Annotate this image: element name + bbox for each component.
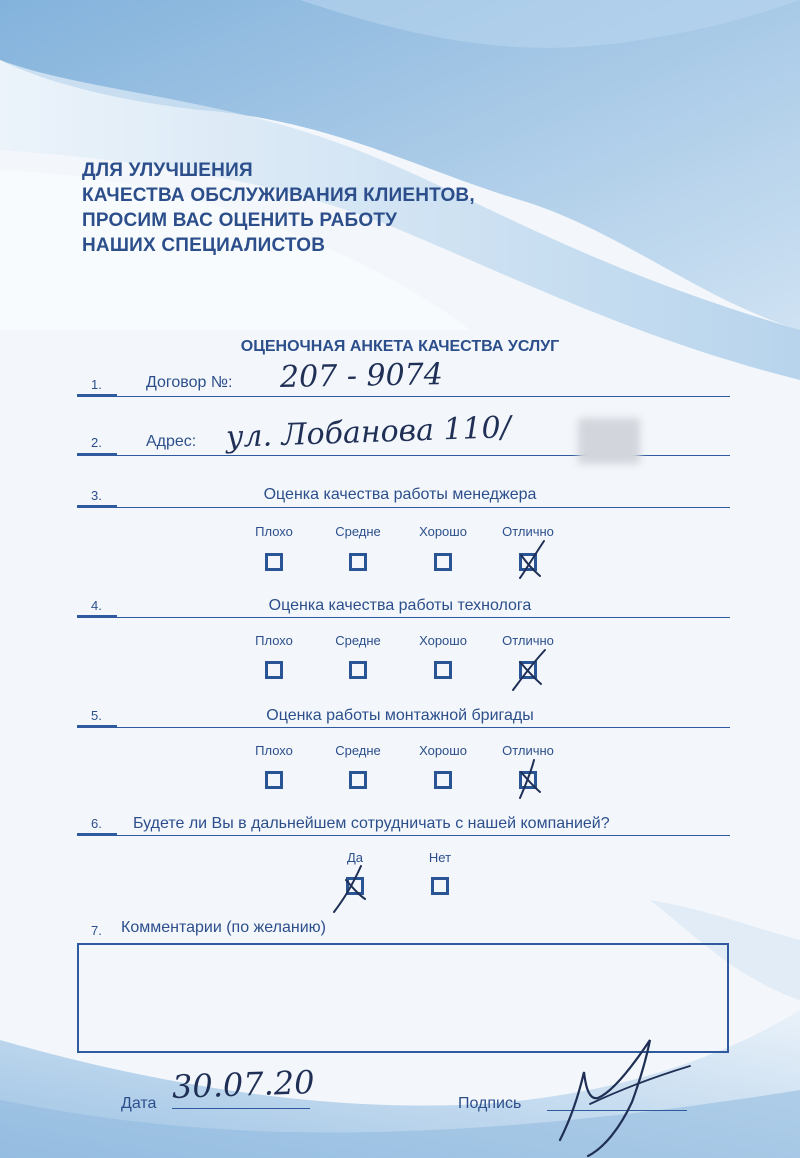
q3-option-excellent-label: Отлично — [502, 524, 554, 539]
q5-option-good-label: Хорошо — [419, 743, 467, 758]
q6-yes-checkmark — [334, 866, 361, 912]
q5-label: Оценка работы монтажной бригады — [266, 707, 534, 724]
header-line-2: КАЧЕСТВА ОБСЛУЖИВАНИЯ КЛИЕНТОВ, — [82, 185, 475, 206]
q2-number: 2. — [91, 435, 102, 450]
q1-label: Договор №: — [146, 374, 233, 391]
q5-option-excellent-label: Отлично — [502, 743, 554, 758]
q5-option-avg-label: Средне — [335, 743, 381, 758]
contract-number-handwritten[interactable]: 207 - 9074 — [279, 357, 444, 395]
q4-option-bad-label: Плохо — [255, 633, 293, 648]
header-line-3: ПРОСИМ ВАС ОЦЕНИТЬ РАБОТУ — [82, 210, 398, 231]
date-handwritten[interactable]: 30.07.20 — [171, 1063, 316, 1106]
signature-stroke — [590, 1066, 690, 1104]
signature-label: Подпись — [458, 1095, 522, 1112]
q6-label: Будете ли Вы в дальнейшем сотрудничать с нашей компанией? — [133, 815, 610, 832]
q3-option-avg-label: Средне — [335, 524, 381, 539]
q3-option-bad-label: Плохо — [255, 524, 293, 539]
form-title: ОЦЕНОЧНАЯ АНКЕТА КАЧЕСТВА УСЛУГ — [240, 338, 560, 355]
q6-option-no-label: Нет — [428, 850, 452, 865]
q4-option-good-label: Хорошо — [419, 633, 467, 648]
header-line-4: НАШИХ СПЕЦИАЛИСТОВ — [82, 235, 326, 256]
q7-label: Комментарии (по желанию) — [121, 919, 326, 936]
q3-number: 3. — [91, 488, 102, 503]
q4-label: Оценка качества работы технолога — [268, 597, 532, 614]
q1-number: 1. — [91, 377, 102, 392]
q5-number: 5. — [91, 708, 102, 723]
q4-option-avg-label: Средне — [335, 633, 381, 648]
q6-option-yes-label: Да — [346, 850, 364, 865]
q3-label: Оценка качества работы менеджера — [263, 486, 537, 503]
q5-option-bad-label: Плохо — [255, 743, 293, 758]
header-line-1: ДЛЯ УЛУЧШЕНИЯ — [82, 160, 253, 181]
date-label: Дата — [121, 1095, 157, 1112]
q7-number: 7. — [91, 923, 102, 938]
q4-excellent-checkmark-cross — [520, 662, 541, 684]
q4-option-excellent-label: Отлично — [502, 633, 554, 648]
q3-option-good-label: Хорошо — [419, 524, 467, 539]
q6-number: 6. — [91, 816, 102, 831]
address-handwritten[interactable]: ул. Лобанова 110/ — [225, 410, 512, 455]
q4-number: 4. — [91, 598, 102, 613]
q2-label: Адрес: — [146, 433, 197, 450]
